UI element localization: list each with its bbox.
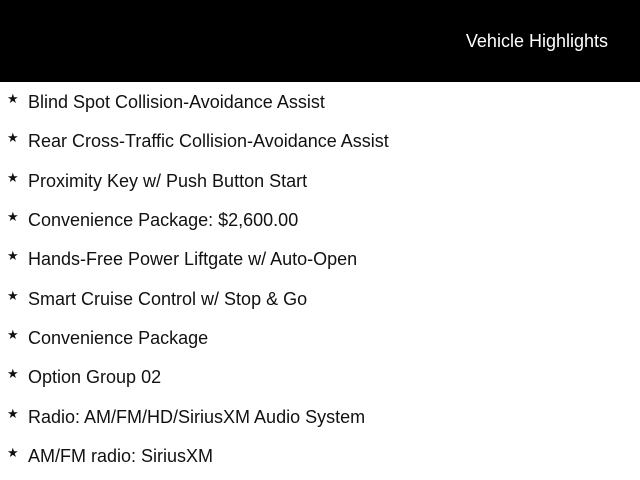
list-item-label: Option Group 02 (28, 367, 162, 388)
list-item (0, 161, 640, 200)
list-item (0, 279, 640, 318)
list-item (0, 436, 640, 475)
star-icon: ★ (7, 288, 19, 304)
star-icon: ★ (7, 328, 19, 344)
list-item-label: Proximity Key w/ Push Button Start (28, 170, 308, 191)
list-item (0, 318, 640, 357)
list-item-label: Smart Cruise Control w/ Stop & Go (28, 288, 308, 309)
list-item-label: Rear Cross-Traffic Collision-Avoidance Assist (28, 131, 389, 152)
star-icon: ★ (7, 170, 19, 186)
highlights-list (0, 82, 640, 475)
list-item-label: Convenience Package (28, 328, 209, 349)
list-item (0, 397, 640, 436)
list-item (0, 239, 640, 278)
list-item (0, 121, 640, 160)
list-item-label: Blind Spot Collision-Avoidance Assist (28, 92, 325, 112)
star-icon: ★ (7, 446, 19, 462)
star-icon: ★ (7, 210, 19, 226)
star-icon: ★ (7, 406, 19, 422)
list-item-label: Hands-Free Power Liftgate w/ Auto-Open (28, 249, 358, 270)
list-item (0, 200, 640, 239)
page-title: Vehicle Highlights (465, 31, 608, 51)
star-icon: ★ (7, 92, 19, 107)
list-item-label: AM/FM radio: SiriusXM (28, 446, 214, 467)
list-item (0, 82, 640, 121)
star-icon: ★ (7, 131, 19, 147)
list-item-label: Radio: AM/FM/HD/SiriusXM Audio System (28, 406, 366, 427)
list-item (0, 357, 640, 396)
star-icon: ★ (7, 367, 19, 383)
list-item-label: Convenience Package: $2,600.00 (28, 210, 299, 231)
star-icon: ★ (7, 249, 19, 265)
header-bar (0, 0, 640, 82)
